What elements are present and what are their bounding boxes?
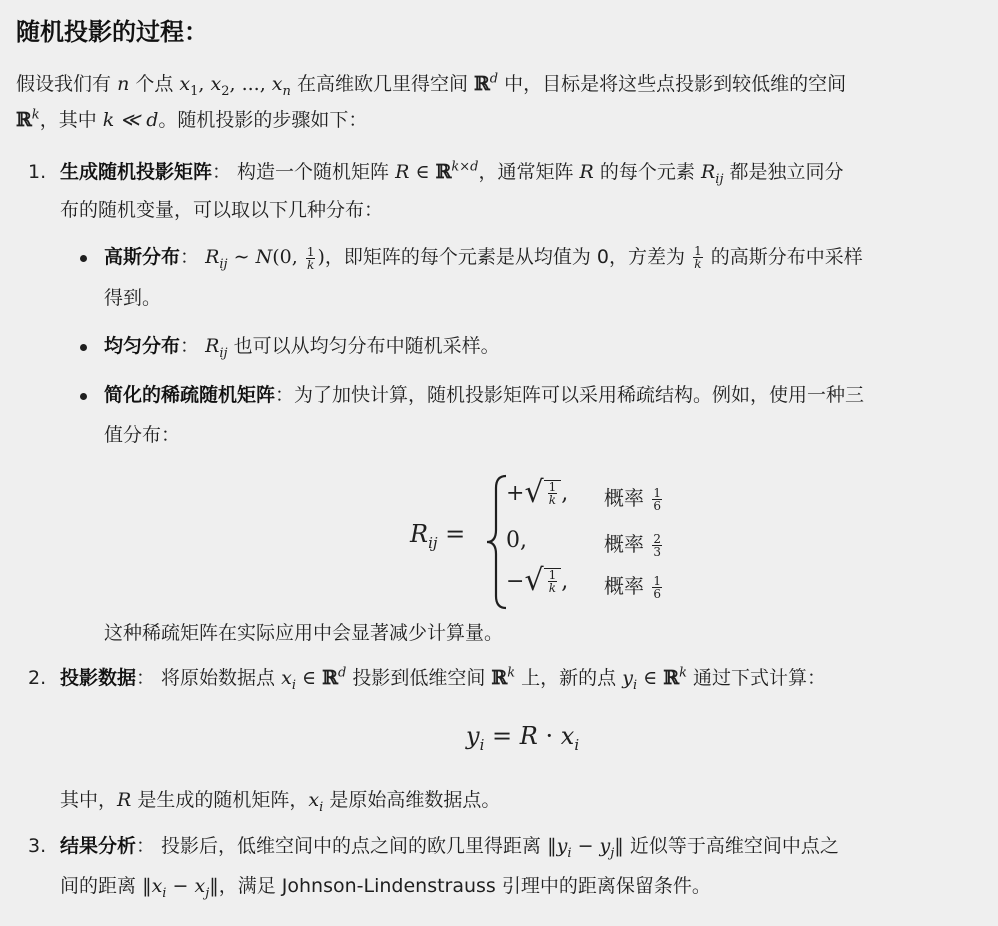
math-k-ll-d: k ≪ d — [102, 109, 159, 131]
step-2-text-b: 投影到低维空间 — [352, 667, 486, 689]
math-norm-yi-yj: $‖y_i$ − $y_j‖$ — [547, 835, 624, 861]
math-Rij-lhs: $R_{ij}$ = — [410, 520, 466, 552]
intro-text-a: 假设我们有 — [16, 73, 112, 95]
step-2-note-c: 是原始高维数据点。 — [329, 789, 501, 811]
intro-text-f: 。随机投影的步骤如下： — [158, 109, 368, 131]
bullet-uniform-text-a: ： — [180, 335, 200, 357]
intro-line-2 — [16, 106, 367, 134]
step-2-text-d: 通过下式计算： — [693, 667, 827, 689]
bullet-dot — [80, 393, 87, 400]
step-2-number: 2. — [28, 667, 47, 689]
step-2-note — [60, 786, 500, 814]
prob-two-thirds: $\frac{2}{3}$ — [653, 532, 661, 559]
step-3-number: 3. — [28, 835, 47, 857]
case-2-prob — [604, 528, 664, 558]
math-R: R — [579, 161, 594, 183]
step-2-text-a: ： 将原始数据点 — [136, 667, 276, 689]
intro-line-1 — [16, 70, 846, 98]
step-1-text-d: 都是独立同分 — [729, 161, 844, 183]
intro-text-b: 个点 — [135, 73, 174, 95]
math-points: $x_1$, $x_2$, ..., $x_n$ — [179, 73, 291, 99]
bullet-gauss-title: 高斯分布 — [104, 246, 181, 268]
case-1-prob — [604, 482, 664, 512]
case-1-value: + √ $\frac{1}{k}$ , — [506, 475, 569, 510]
bullet-gauss-text-c: 的高斯分布中采样 — [710, 246, 863, 268]
bullet-sparse-line-1 — [104, 381, 864, 409]
math-xi-note: $x_i$ — [308, 789, 324, 815]
step-3-line-1 — [60, 832, 839, 860]
prob-label: 概率 — [604, 486, 644, 510]
step-3-text-d: ，满足 Johnson-Lindenstrauss 引理中的距离保留条件。 — [218, 875, 711, 897]
bullet-dot — [80, 344, 87, 351]
bullet-gauss-text-a: ： — [180, 246, 200, 268]
math-Rk: ℝ$^k$ — [16, 107, 40, 131]
step-3-line-2 — [60, 872, 711, 900]
bullet-sparse-line-2: 值分布： — [104, 424, 181, 446]
step-1-text-a: ： 构造一个随机矩阵 — [212, 161, 390, 183]
step-3-text-c: 间的距离 — [60, 875, 137, 897]
prob-label: 概率 — [604, 532, 644, 556]
step-2-note-b: 是生成的随机矩阵， — [137, 789, 309, 811]
math-norm-xi-xj: $‖x_i$ − $x_j‖$ — [142, 875, 219, 901]
math-xi-in-Rd: $x_i$ ∈ ℝ$^d$ — [281, 665, 347, 693]
prob-one-sixth: $\frac{1}{6}$ — [653, 574, 661, 601]
math-n: n — [117, 73, 130, 95]
bullet-sparse-title: 简化的稀疏随机矩阵 — [104, 384, 276, 406]
step-1-text-c: 的每个元素 — [599, 161, 695, 183]
bullet-gauss-line-2: 得到。 — [104, 287, 162, 309]
intro-text-e: ，其中 — [39, 109, 97, 131]
step-1-line-2: 布的随机变量，可以取以下几种分布： — [60, 199, 384, 221]
intro-text-d: 中，目标是将这些点投影到较低维的空间 — [504, 73, 847, 95]
math-gauss: $R_{ij}$ ∼ N(0, $\frac{1}{k}$ ) — [205, 244, 325, 272]
step-2-line-1 — [60, 664, 826, 692]
step-1-line-1 — [60, 158, 844, 186]
math-one-over-k: $\frac{1}{k}$ — [694, 244, 702, 271]
math-Rd: ℝ$^d$ — [474, 71, 499, 95]
step-2-text-c: 上，新的点 — [521, 667, 617, 689]
bullet-gauss-text-b: ，即矩阵的每个元素是从均值为 0，方差为 — [324, 246, 686, 268]
step-1-text-b: ，通常矩阵 — [478, 161, 574, 183]
prob-label: 概率 — [604, 574, 644, 598]
math-R-in-Rkd: R ∈ ℝ$^{k\times d}$ — [395, 159, 479, 183]
bullet-gauss-line-1 — [104, 243, 863, 271]
step-3-text-b: 近似等于高维空间中点之 — [629, 835, 839, 857]
step-2-title: 投影数据 — [60, 667, 137, 689]
math-Rij: $R_{ij}$ — [700, 161, 724, 187]
math-yi-in-Rk: $y_i$ ∈ ℝ$^k$ — [622, 665, 687, 693]
step-3-text-a: ： 投影后，低维空间中的点之间的欧几里得距离 — [136, 835, 542, 857]
bullet-dot — [80, 255, 87, 262]
bullet-uniform-text-b: 也可以从均匀分布中随机采样。 — [233, 335, 500, 357]
case-3-prob — [604, 570, 664, 600]
bullet-uniform-line — [104, 332, 500, 360]
bullet-sparse-text-a: ：为了加快计算，随机投影矩阵可以采用稀疏结构。例如，使用一种三 — [275, 384, 865, 406]
math-R-note: R — [117, 789, 132, 811]
sparse-note: 这种稀疏矩阵在实际应用中会显著减少计算量。 — [104, 622, 504, 644]
intro-text-c: 在高维欧几里得空间 — [296, 73, 468, 95]
step-1-number: 1. — [28, 161, 47, 183]
step-3-title: 结果分析 — [60, 835, 137, 857]
step-2-note-a: 其中， — [60, 789, 118, 811]
case-3-value: − √ $\frac{1}{k}$ , — [506, 563, 569, 598]
math-Rij-uniform: $R_{ij}$ — [205, 335, 228, 361]
math-projection-equation: $y_i = R \cdot x_i$ — [466, 722, 580, 754]
prob-one-sixth: $\frac{1}{6}$ — [653, 486, 661, 513]
step-1-title: 生成随机投影矩阵 — [60, 161, 213, 183]
math-Rk-2: ℝ$^k$ — [491, 665, 516, 689]
bullet-uniform-title: 均匀分布 — [104, 335, 181, 357]
section-title: 随机投影的过程： — [16, 18, 208, 46]
case-2-value: 0, — [506, 528, 527, 553]
